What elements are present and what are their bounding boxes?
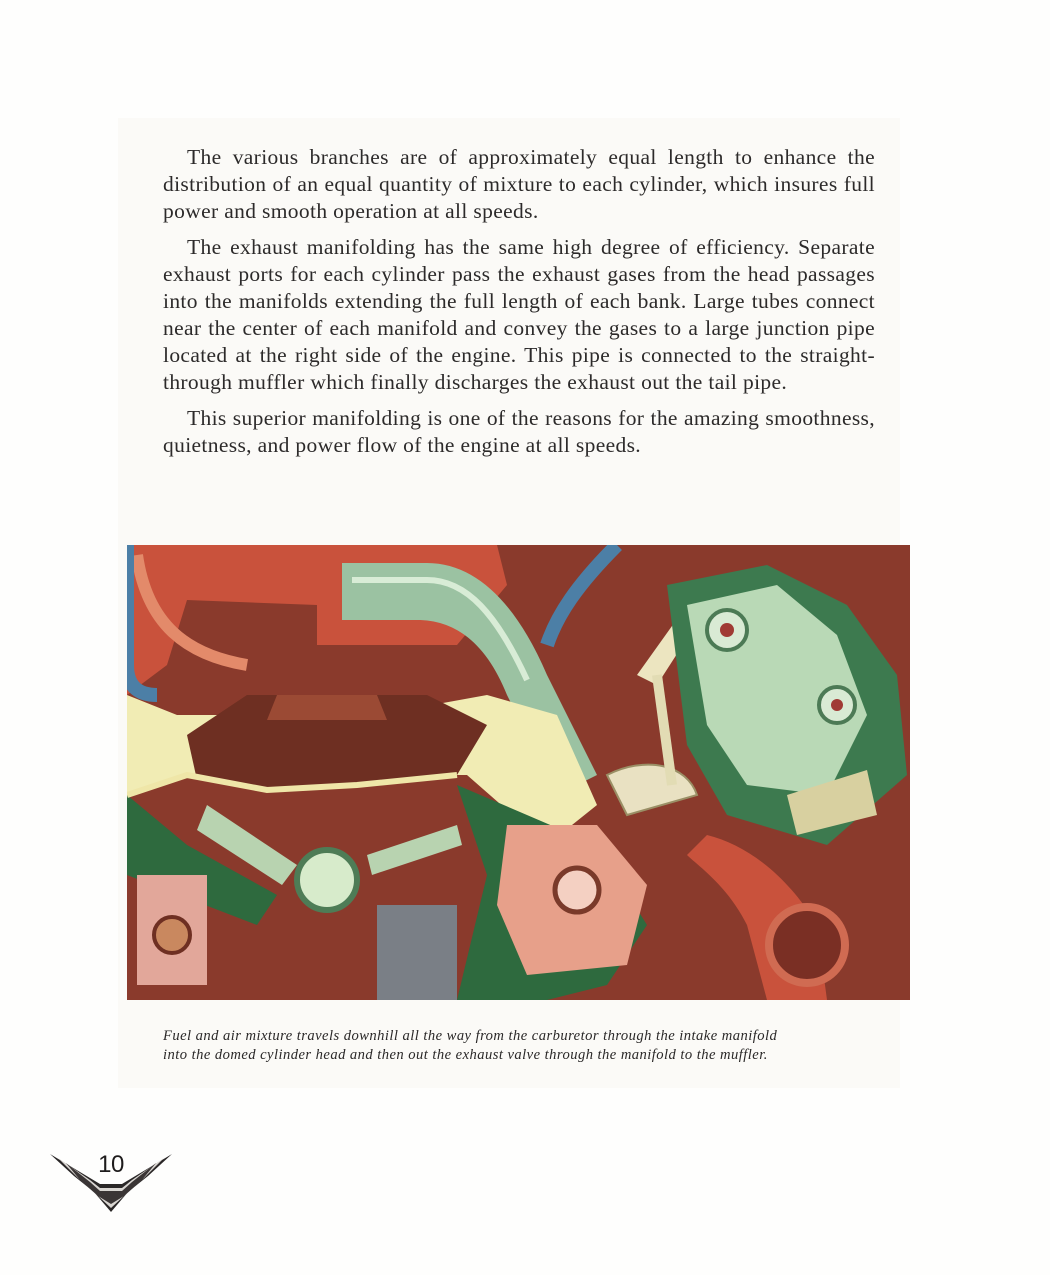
engine-cutaway-svg [127, 545, 910, 1000]
paragraph-1: The various branches are of approximately equal length to enhance the distribution of an equal quantity of mixture to each cylinder, which insures full power and smooth operation at all speeds. [163, 145, 875, 223]
page-number: 10 [98, 1151, 124, 1178]
paragraph-3: This superior manifolding is one of the reasons for the amazing smoothness, quietness, and power flow of the engine at all speeds. [163, 406, 875, 457]
page-number-emblem [48, 1148, 174, 1220]
caption-line-2: into the domed cylinder head and then out the exhaust valve through the manifold to the muffler. [163, 1046, 768, 1063]
engine-cutaway-illustration [127, 545, 910, 1000]
figure-caption [163, 1027, 875, 1064]
body-text [163, 144, 875, 468]
distributor-cap [297, 850, 357, 910]
paragraph-2: The exhaust manifolding has the same high degree of efficiency. Separate exhaust ports for each cylinder pass the exhaust gases from the head passages into the manifolds extending the full length of each bank. Large tubes connect near the center of each manifold and convey the gases to a large junction pipe located at the right side of the engine. This pipe is connected to the straight-through muffler which finally discharges the exhaust out the tail pipe. [163, 235, 875, 394]
caption-line-1: Fuel and air mixture travels downhill all the way from the carburetor through the intake manifold [163, 1028, 778, 1044]
piston-rod [377, 905, 457, 1000]
